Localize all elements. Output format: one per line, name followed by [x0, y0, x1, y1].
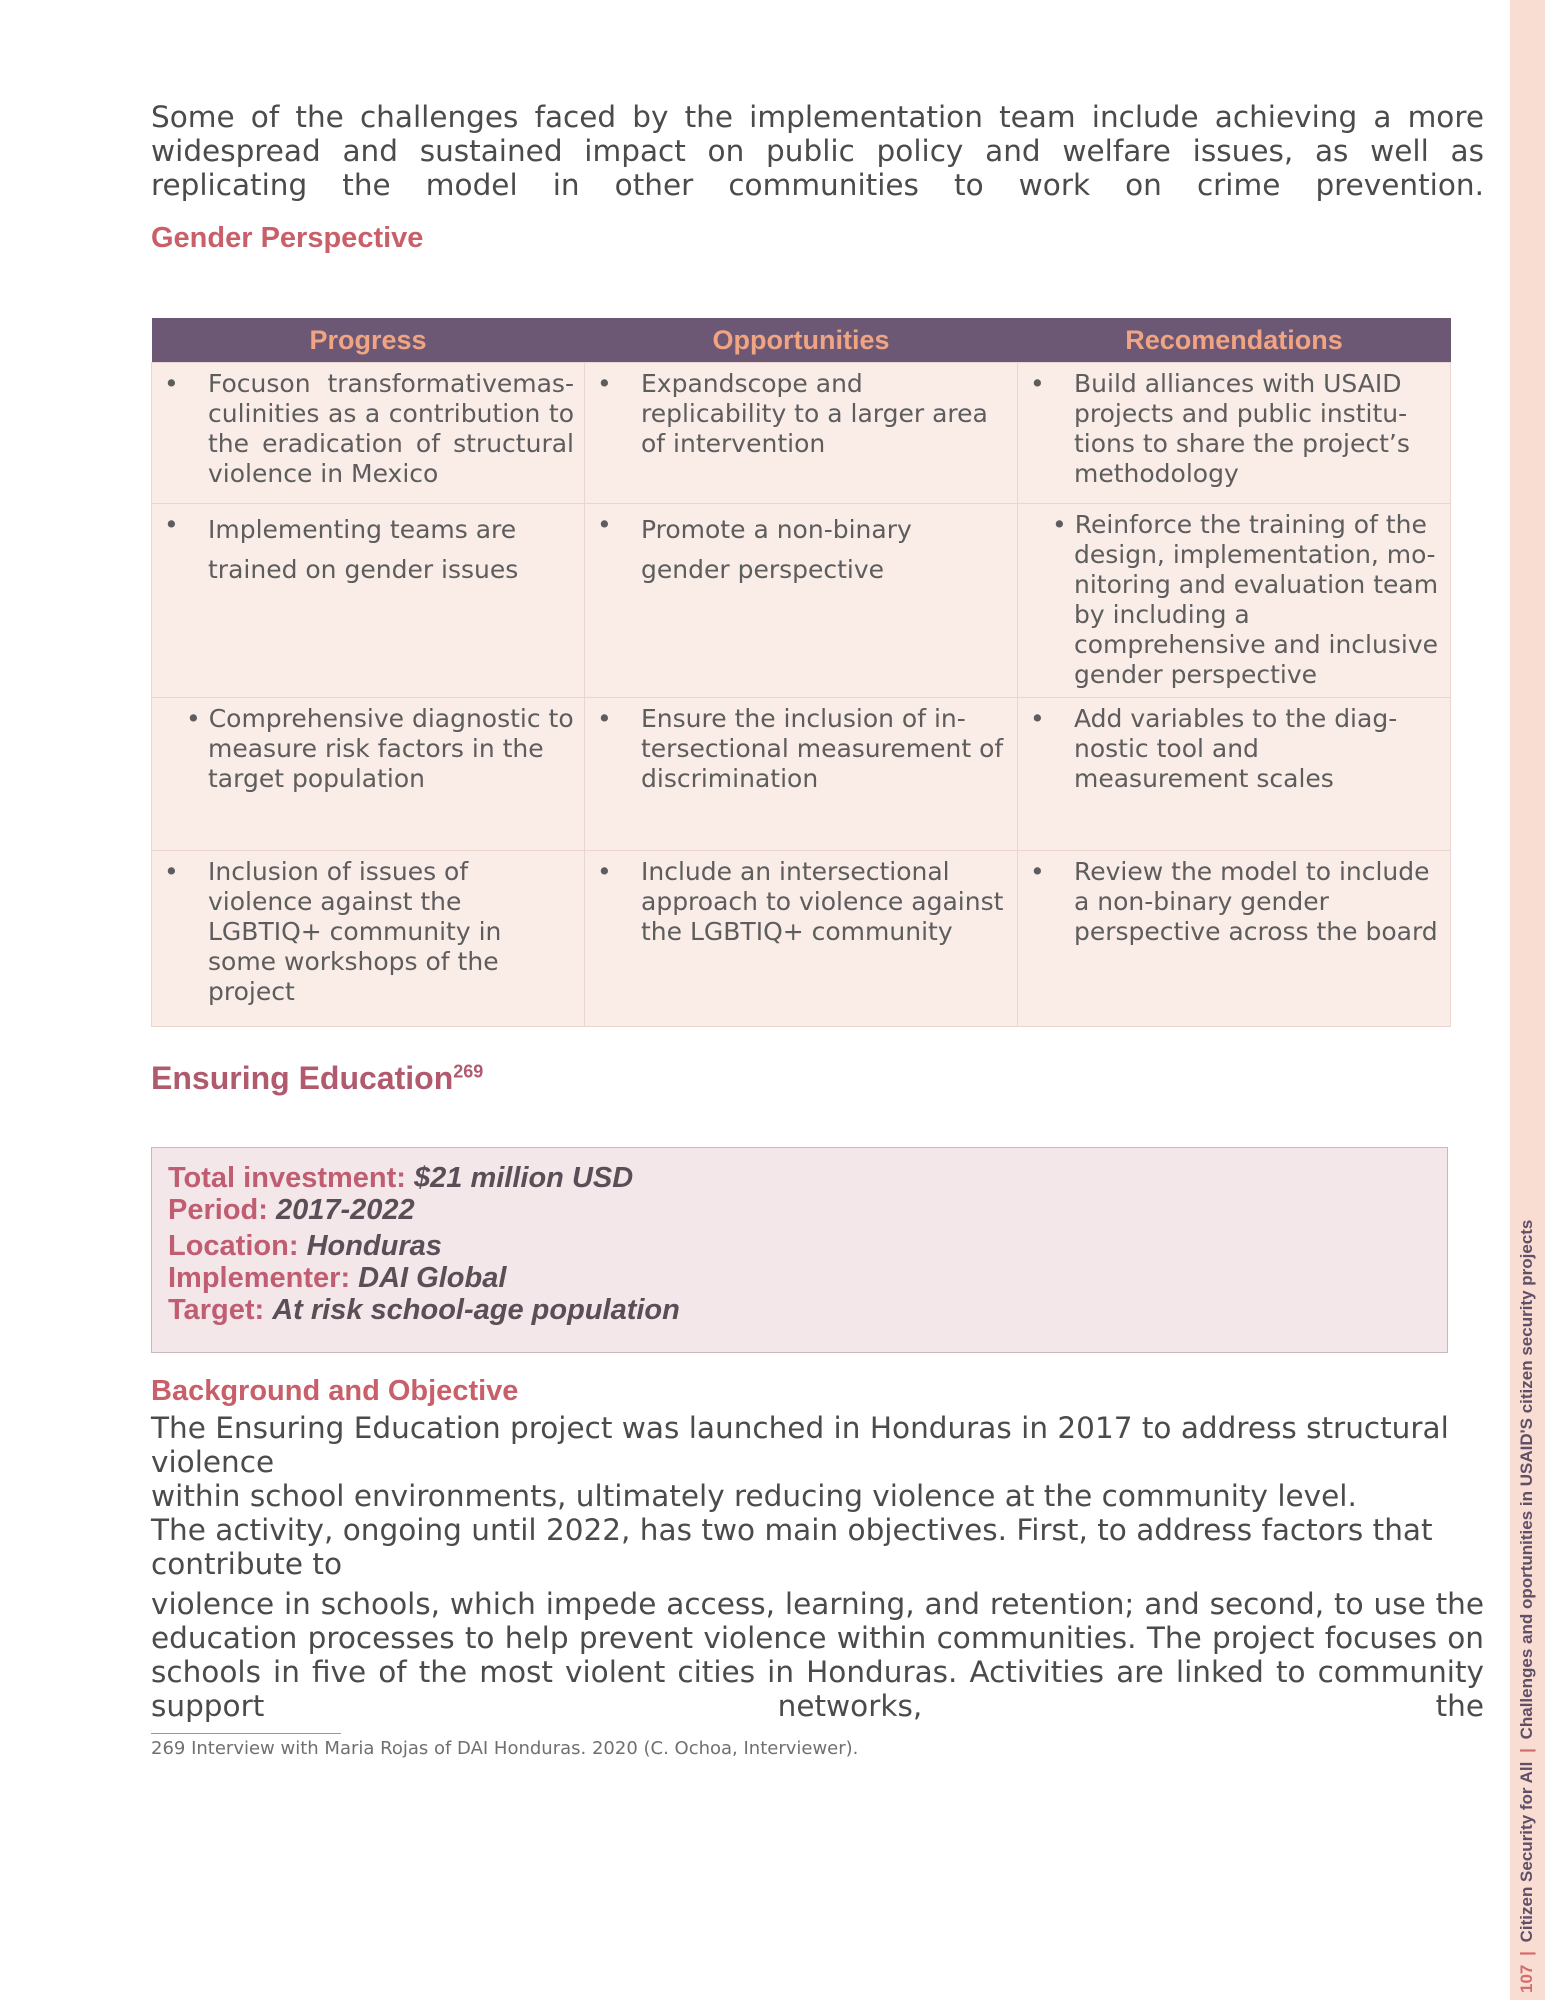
investment-value: $21 million USD	[414, 1162, 634, 1194]
cell-text: Include an intersectional approach to violence against the LGBTIQ+ community	[641, 856, 1004, 946]
cell-text: Reinforce the training of the design, implementation, monitoring and evaluation team by including a comprehensive and inclusive gender perspective	[1074, 510, 1439, 690]
bullet-icon: •	[186, 704, 209, 734]
table-cell	[1018, 504, 1451, 698]
cell-text: Promote a non-binary gender perspective	[641, 515, 912, 585]
title-separator-2: |	[1517, 1748, 1536, 1753]
section-heading-text: Ensuring Education	[151, 1060, 454, 1096]
table-cell	[1018, 363, 1451, 504]
report-title: Citizen Security for All	[1517, 1761, 1536, 1943]
period-value: 2017-2022	[275, 1194, 415, 1226]
title-separator: |	[1517, 1951, 1536, 1956]
gender-perspective-heading: Gender Perspective	[151, 222, 424, 254]
bullet-icon: •	[597, 704, 612, 734]
bullet-icon: •	[164, 856, 179, 886]
table-row	[152, 850, 1451, 1026]
footnote-rule	[151, 1733, 341, 1734]
cell-text: Ensure the inclusion of intersectional measurement of discrimination	[641, 704, 1004, 794]
location-label: Location:	[168, 1230, 299, 1262]
table-cell	[152, 363, 585, 504]
table-row	[152, 363, 1451, 504]
background-line: The activity, ongoing until 2022, has two main objectives. First, to address factors that contribute to	[151, 1513, 1433, 1581]
bullet-icon: •	[164, 369, 179, 398]
background-heading: Background and Objective	[151, 1375, 519, 1407]
table-row	[152, 698, 1451, 850]
bullet-icon: •	[1030, 369, 1045, 398]
table-cell	[585, 698, 1018, 850]
background-line: within school environments, ultimately reducing violence at the community level.	[151, 1479, 1357, 1513]
cell-text: Add variables to the diagnostic tool and measurement scales	[1074, 704, 1398, 794]
running-title	[1513, 993, 1541, 1993]
cell-text: Implementing teams are trained on gender issues	[208, 515, 519, 585]
table-cell	[152, 698, 585, 850]
bullet-icon: •	[1030, 704, 1045, 734]
gender-table	[151, 318, 1451, 1027]
cell-text: Inclusion of issues of violence against the LGBTIQ+ community in some workshops of the project	[208, 856, 502, 1006]
footnote: 269 Interview with Maria Rojas of DAI Honduras. 2020 (C. Ochoa, Interviewer).	[151, 1738, 859, 1759]
continuation-paragraph: violence in schools, which impede access, learning, and retention; and second, to use the education processes to help prevent violence within communities. The project focuses on schools in five of the most violent cities in Honduras. Activities are linked to community support networks, the	[151, 1587, 1484, 1723]
bullet-icon: •	[597, 856, 612, 886]
table-cell	[152, 504, 585, 698]
period-row	[168, 1194, 1431, 1226]
table-cell	[1018, 850, 1451, 1026]
page-number: 107	[1517, 1964, 1536, 1993]
background-paragraph	[151, 1411, 1484, 1581]
location-value: Honduras	[306, 1230, 442, 1262]
table-header-row	[152, 318, 1451, 363]
bullet-icon: •	[597, 369, 612, 398]
table-cell	[585, 850, 1018, 1026]
investment-row	[168, 1162, 1431, 1194]
ensuring-education-heading	[151, 1060, 483, 1097]
cell-text: Focuson transformativemasculinities as a contribution to the eradication of structural violence in Mexico	[208, 369, 574, 488]
cell-text: Build alliances with USAID projects and public institutions to share the project’s methodology	[1074, 369, 1410, 488]
implementer-value: DAI Global	[358, 1262, 507, 1294]
cell-text: Review the model to include a non-binary gender perspective across the board	[1074, 856, 1438, 946]
section-title: Challenges and oportunities in USAID'S citizen security projects	[1517, 1219, 1536, 1740]
bullet-icon: •	[164, 510, 179, 540]
target-label: Target:	[168, 1294, 265, 1326]
header-progress: Progress	[152, 318, 585, 363]
table-cell	[585, 504, 1018, 698]
target-value: At risk school-age population	[272, 1294, 680, 1326]
bullet-icon: •	[1052, 510, 1075, 540]
target-row	[168, 1294, 1431, 1326]
cell-text: Expandscope and replicability to a larger area of intervention	[641, 369, 988, 458]
project-info-box	[151, 1147, 1448, 1353]
footnote-reference: 269	[453, 1061, 484, 1082]
bullet-icon: •	[1030, 856, 1045, 886]
implementer-label: Implementer:	[168, 1262, 351, 1294]
table-row	[152, 504, 1451, 698]
background-line: The Ensuring Education project was launched in Honduras in 2017 to address structural violence	[151, 1411, 1449, 1479]
header-opportunities: Opportunities	[585, 318, 1018, 363]
period-label: Period:	[168, 1194, 268, 1226]
investment-label: Total investment:	[168, 1162, 406, 1194]
table-cell	[152, 850, 585, 1026]
location-row	[168, 1230, 1431, 1262]
table-cell	[585, 363, 1018, 504]
header-recommendations: Recomendations	[1018, 318, 1451, 363]
implementer-row	[168, 1262, 1431, 1294]
bullet-icon: •	[597, 510, 612, 540]
intro-paragraph: Some of the challenges faced by the implementation team include achieving a more widespread and sustained impact on public policy and welfare issues, as well as replicating the model in other communities to work on crime prevention.	[151, 100, 1484, 202]
table-cell	[1018, 698, 1451, 850]
cell-text: Comprehensive diagnostic to measure risk factors in the target population	[208, 704, 574, 794]
